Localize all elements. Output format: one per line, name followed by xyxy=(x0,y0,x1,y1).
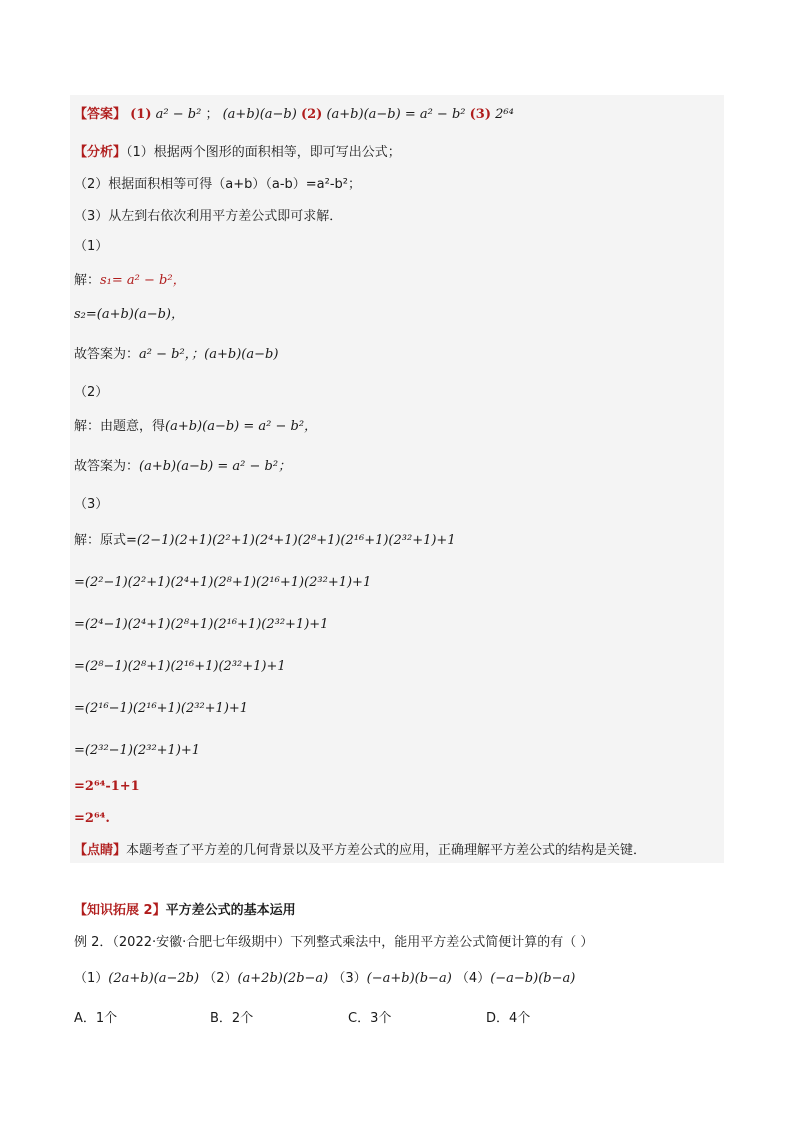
answer-separator: ； xyxy=(205,107,219,122)
extension-heading xyxy=(74,902,296,920)
comment-line xyxy=(74,842,646,860)
option-a[interactable]: A．1个 xyxy=(74,1011,118,1026)
example-item-expr-4: (−a−b)(b−a) xyxy=(490,971,576,986)
part3-label: （3） xyxy=(74,497,109,512)
option-c[interactable]: C．3个 xyxy=(348,1011,392,1026)
answer-line xyxy=(74,106,514,124)
part1-answer-prefix: 故答案为： xyxy=(74,347,140,362)
answer-part3-num: (3) xyxy=(469,107,491,122)
part1-s2-expr: s₂=(a+b)(a−b)， xyxy=(74,307,184,322)
part3-step-3: =(2⁸−1)(2⁸+1)(2¹⁶+1)(2³²+1)+1 xyxy=(74,659,286,674)
answer-expr-2: (a+b)(a−b) xyxy=(222,107,297,122)
part1-s1 xyxy=(74,272,186,290)
option-d[interactable]: D．4个 xyxy=(486,1011,531,1026)
example-item-expr-3: (−a+b)(b−a) xyxy=(366,971,452,986)
part2-solution-prefix: 解：由题意，得 xyxy=(74,419,166,434)
part3-result-2: =2⁶⁴. xyxy=(74,811,110,826)
answer-part2-num: (2) xyxy=(300,107,323,122)
extension-tag: 【知识拓展 2】 xyxy=(74,903,166,918)
part3-step-5: =(2³²−1)(2³²+1)+1 xyxy=(74,743,201,758)
analysis-tag: 【分析】 xyxy=(74,145,127,160)
answer-expr-4: 2⁶⁴ xyxy=(495,107,514,122)
extension-title: 平方差公式的基本运用 xyxy=(165,903,296,918)
example-item-num-1: （1） xyxy=(74,971,109,986)
part2-answer-prefix: 故答案为： xyxy=(74,459,140,474)
part1-answer xyxy=(74,346,278,364)
part3-result-1: =2⁶⁴-1+1 xyxy=(74,779,140,794)
part2-answer xyxy=(74,458,291,476)
example-item-num-3: （3） xyxy=(332,971,367,986)
part1-s2 xyxy=(74,306,184,324)
comment-tag: 【点睛】 xyxy=(74,843,127,858)
part1-s1-expr: s₁= a² − b²， xyxy=(100,273,186,288)
part2-answer-expr: (a+b)(a−b) = a² − b²； xyxy=(139,459,292,474)
part1-label: （1） xyxy=(74,239,109,254)
part3-step-0 xyxy=(74,532,456,550)
part2-label: （2） xyxy=(74,385,109,400)
part2-solution xyxy=(74,418,317,436)
part1-s1-prefix: 解： xyxy=(74,273,101,288)
part2-solution-expr: (a+b)(a−b) = a² − b²， xyxy=(165,419,318,434)
analysis-line-1 xyxy=(74,144,401,162)
example-items xyxy=(74,970,575,988)
example-item-expr-2: (a+2b)(2b−a) xyxy=(237,971,329,986)
option-b[interactable]: B．2个 xyxy=(210,1011,254,1026)
part3-step-expr: (2−1)(2+1)(2²+1)(2⁴+1)(2⁸+1)(2¹⁶+1)(2³²+1)+1 xyxy=(136,533,456,548)
example-item-num-4: （4） xyxy=(455,971,491,986)
example-item-expr-1: (2a+b)(a−2b) xyxy=(108,971,200,986)
answer-tag: 【答案】 xyxy=(74,107,127,122)
answer-expr-3: (a+b)(a−b) = a² − b² xyxy=(326,107,466,122)
part3-step-1: =(2²−1)(2²+1)(2⁴+1)(2⁸+1)(2¹⁶+1)(2³²+1)+1 xyxy=(74,575,372,590)
comment-text: 本题考查了平方差的几何背景以及平方差公式的应用，正确理解平方差公式的结构是关键． xyxy=(126,843,647,858)
analysis-line-3: （3）从左到右依次利用平方差公式即可求解． xyxy=(74,209,343,224)
part3-solution-prefix: 解：原式= xyxy=(74,533,137,548)
example-item-num-2: （2） xyxy=(203,971,238,986)
answer-part1-num: (1) xyxy=(130,107,152,122)
part3-step-2: =(2⁴−1)(2⁴+1)(2⁸+1)(2¹⁶+1)(2³²+1)+1 xyxy=(74,617,329,632)
answer-expr-1: a² − b² xyxy=(155,107,202,122)
example-question: 例 2．（2022·安徽·合肥七年级期中）下列整式乘法中，能用平方差公式简便计算的有（ ） xyxy=(74,935,594,950)
analysis-line-2: （2）根据面积相等可得（a+b）（a-b）=a²-b²； xyxy=(74,177,362,192)
analysis-text-1: （1）根据两个图形的面积相等，即可写出公式； xyxy=(126,145,401,160)
part1-answer-expr: a² − b²，；(a+b)(a−b) xyxy=(139,347,279,362)
part3-step-4: =(2¹⁶−1)(2¹⁶+1)(2³²+1)+1 xyxy=(74,701,249,716)
